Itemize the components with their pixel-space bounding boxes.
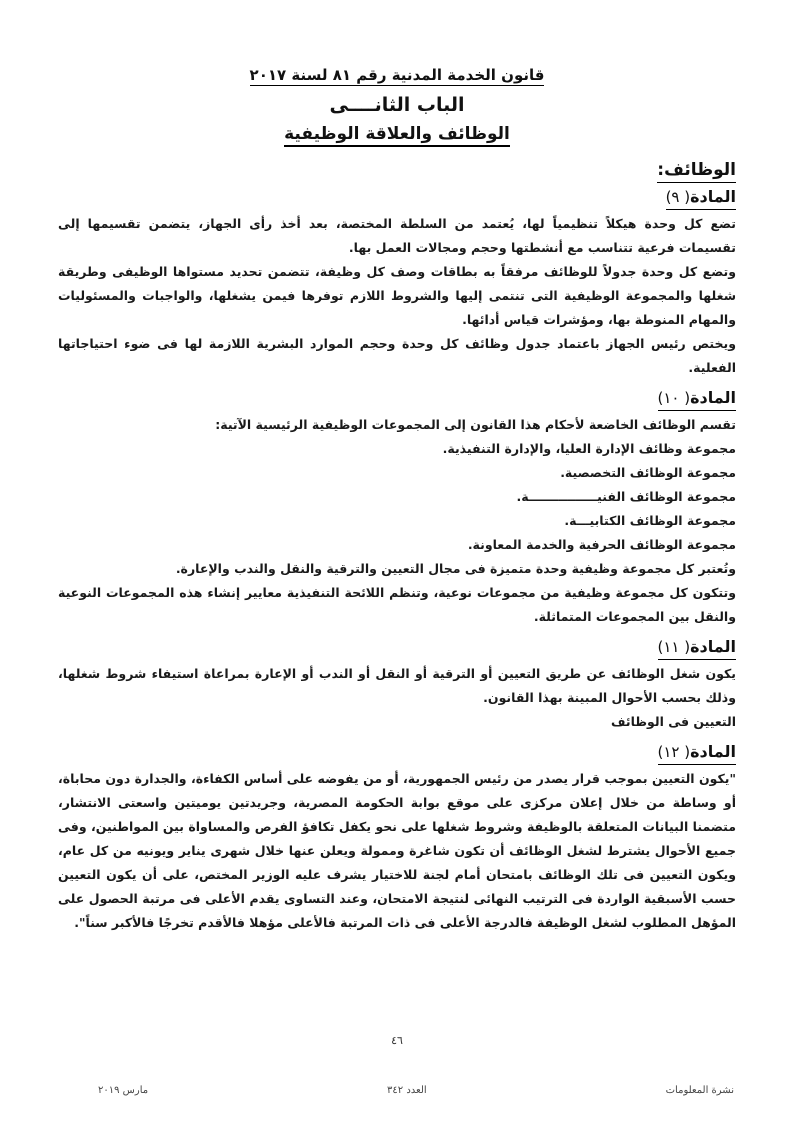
article-label: المادة xyxy=(690,742,736,761)
article-title xyxy=(658,386,737,411)
footer-date: مارس ٢٠١٩ xyxy=(98,1085,149,1096)
subheading: التعيين فى الوظائف xyxy=(611,714,736,729)
paragraph: وتُعتبر كل مجموعة وظيفية وحدة متميزة فى مجال التعيين والترقية والنقل والندب والإعارة. xyxy=(175,561,736,576)
list-item: مجموعة الوظائف الكتابيـــة. xyxy=(564,513,736,528)
chapter-subtitle-text: الوظائف والعلاقة الوظيفية xyxy=(284,124,510,147)
article-label: المادة xyxy=(690,187,736,206)
article-label: المادة xyxy=(690,637,736,656)
list-item: مجموعة الوظائف الحرفية والخدمة المعاونة. xyxy=(467,537,736,552)
page-number: ٤٦ xyxy=(391,1034,403,1047)
article-heading-12 xyxy=(58,740,736,765)
list-item: مجموعة الوظائف الفنيــــــــــــــــة. xyxy=(516,489,736,504)
article-number: ( ١١) xyxy=(657,638,691,656)
article-heading-9 xyxy=(58,185,736,210)
paragraph: وتتكون كل مجموعة وظيفية من مجموعات نوعية، وتنظم اللائحة التنفيذية معايير إنشاء هذه المجموعات النوعية والنقل بين المجموعات المتماثلة. xyxy=(58,585,736,624)
chapter-title: الباب الثانــــى xyxy=(329,94,465,116)
document-body xyxy=(58,156,736,935)
footer-publication: نشرة المعلومات xyxy=(665,1085,734,1096)
chapter-subtitle xyxy=(58,122,736,146)
article-number: ( ١٢) xyxy=(657,743,691,761)
paragraph: وتضع كل وحدة جدولاً للوظائف مرفقاً به بطاقات وصف كل وظيفة، تتضمن تحديد مستواها الوظيفى وطريقة شغلها والمجموعة الوظيفية التى تنتمى إليها والشروط اللازم توفرها فيمن يشغلها، والواجبات والمسئوليات والمهام المنوطة بها، ومؤشرات قياس أدائها. xyxy=(58,264,736,327)
list-item: مجموعة الوظائف التخصصية. xyxy=(560,465,736,480)
law-title-text: قانون الخدمة المدنية رقم ٨١ لسنة ٢٠١٧ xyxy=(249,66,545,84)
footer-issue: العدد ٣٤٢ xyxy=(387,1085,427,1096)
article-title xyxy=(658,635,737,660)
article-title xyxy=(666,185,736,210)
article-label: المادة xyxy=(690,388,736,407)
paragraph: تضع كل وحدة هيكلاً تنظيمياً لها، يُعتمد من السلطة المختصة، بعد أخذ رأى الجهاز، يتضمن تقسيمها إلى تقسيمات فرعية تتناسب مع أنشطتها وحجم ومجالات العمل بها. xyxy=(58,216,736,255)
law-title xyxy=(58,64,736,86)
article-title xyxy=(658,740,737,765)
article-number: ( ٩) xyxy=(665,188,691,206)
paragraph: يكون شغل الوظائف عن طريق التعيين أو الترقية أو النقل أو الندب أو الإعارة بمراعاة استيفاء شروط شغلها، وذلك بحسب الأحوال المبينة بهذا القانون. xyxy=(58,666,736,705)
paragraph: ويختص رئيس الجهاز باعتماد جدول وظائف كل وحدة وحجم الموارد البشرية اللازمة لها فى ضوء احتياجاتها الفعلية. xyxy=(58,336,736,375)
spacer xyxy=(58,935,736,1033)
section-heading: الوظائف: xyxy=(657,158,736,183)
article-heading-11 xyxy=(58,635,736,660)
article-heading-10 xyxy=(58,386,736,411)
paragraph: تقسم الوظائف الخاضعة لأحكام هذا القانون إلى المجموعات الوظيفية الرئيسية الآتية: xyxy=(215,417,736,432)
paragraph: "يكون التعيين بموجب قرار يصدر من رئيس الجمهورية، أو من يفوضه على أساس الكفاءة، والجدارة دون محاباة، أو وساطة من خلال إعلان مركزى على موقع بوابة الحكومة المصرية، وجريدتين يوميتين واسعتى الانتشار، متضمنا البيانات المتعلقة بالوظيفة وشروط شغلها على نحو يكفل تكافؤ الفرص والمساواة بين المواطنين، وفى جميع الأحوال يشترط لشغل الوظائف أن تكون شاغرة وممولة ويعلن عنها خلال شهرى يناير ويونيه من كل عام، ويكون التعيين فى تلك الوظائف بامتحان أمام لجنة للاختيار يشرف عليه الوزير المختص، على أن يكون التعيين حسب الأسبقية الواردة فى الترتيب النهائى لنتيجة الامتحان، وعند التساوى يقدم الأعلى فى مرتبة الحصول على المؤهل المطلوب لشغل الوظيفة فالدرجة الأعلى فى ذات المرتبة فالأعلى مؤهلا فالأقدم تخرجًا فالأكبر سناً". xyxy=(58,771,736,930)
page-footer xyxy=(58,1083,736,1099)
article-number: ( ١٠) xyxy=(657,389,691,407)
list-item: مجموعة وظائف الإدارة العليا، والإدارة التنفيذية. xyxy=(442,441,736,456)
